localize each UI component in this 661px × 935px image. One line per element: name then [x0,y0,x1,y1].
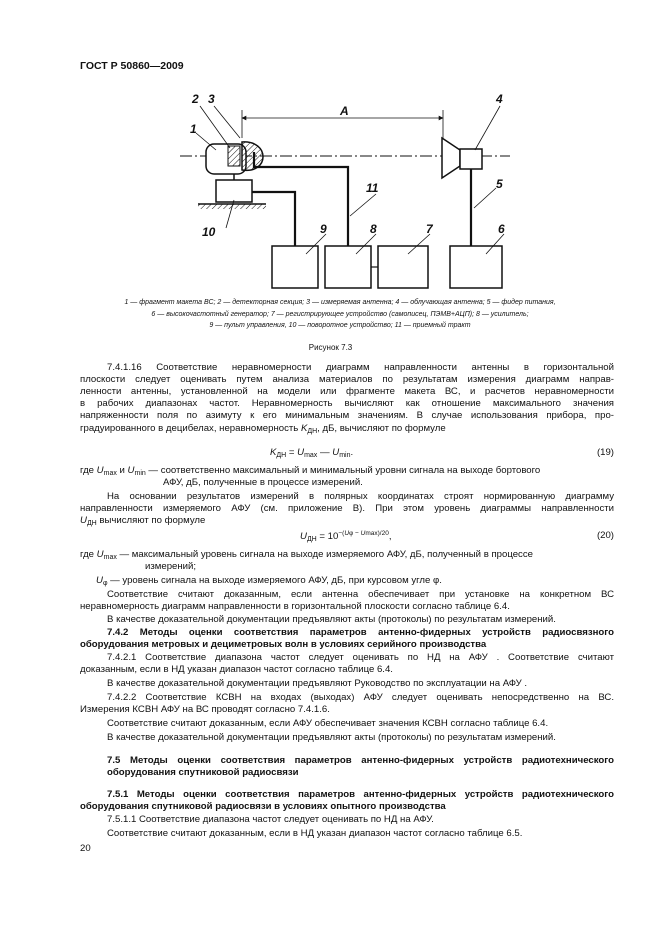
svg-text:7: 7 [426,222,433,236]
measurement-setup-diagram [180,88,520,293]
amplifier-box [325,246,371,288]
recorder-box [378,246,428,288]
svg-text:5: 5 [496,177,503,191]
formula-number-19: (19) [596,447,614,458]
formula-20: $U_{ДН} = 10^{-(U\varphi - Umax)/20}$, [300,530,392,544]
document-header: ГОСТ Р 50860—2009 [80,60,184,72]
section-heading-7-5: 7.5 Методы оценки соответствия параметров антенно-фидерных устройств радиотехнического [107,755,614,766]
control-panel-box [272,246,318,288]
formula-number-20: (20) [596,530,614,541]
detector-section [228,146,240,166]
page-number: 20 [80,843,91,854]
section-heading-7-4-2: 7.4.2 Методы оценки соответствия параметров антенно-фидерных устройств радиосвязного [107,627,614,638]
figure-legend: 1 — фрагмент макета ВС; 2 — детекторная секция; 3 — измеряемая антенна; 4 — облучающая антенна; 5 — фидер питания, 6 — высокочастотный генератор; 7 — регистрирующее устройство (самописец, ПЭМВ+АЦП); 8 — усилитель; 9 — пульт управления, 10 — поворотное устройство; 11 — приемный тракт [124,299,556,329]
formula-19: $K_{ДН} = U_{max}$ — $U_{min}$. [270,447,354,459]
section-heading-7-5-1: 7.5.1 Методы оценки соответствия параметров антенно-фидерных устройств радиотехнического [107,789,614,800]
svg-text:1: 1 [190,122,197,136]
distance-label: А [340,104,349,118]
paragraph: 7.4.1.16 Соответствие неравномерности диаграмм направленности антенны в горизонтальной [107,362,614,373]
svg-text:9: 9 [320,222,327,236]
svg-text:3: 3 [208,92,215,106]
svg-text:4: 4 [496,92,503,106]
control-line [252,192,295,246]
rotator-base [216,180,252,202]
svg-text:8: 8 [370,222,377,236]
svg-text:2: 2 [192,92,199,106]
svg-text:6: 6 [498,222,505,236]
receive-path [254,152,348,246]
svg-text:11: 11 [366,181,379,195]
irradiating-antenna [442,138,460,178]
figure-caption: Рисунок 7.3 [308,343,353,352]
svg-text:10: 10 [202,225,216,239]
generator-box [450,246,502,288]
